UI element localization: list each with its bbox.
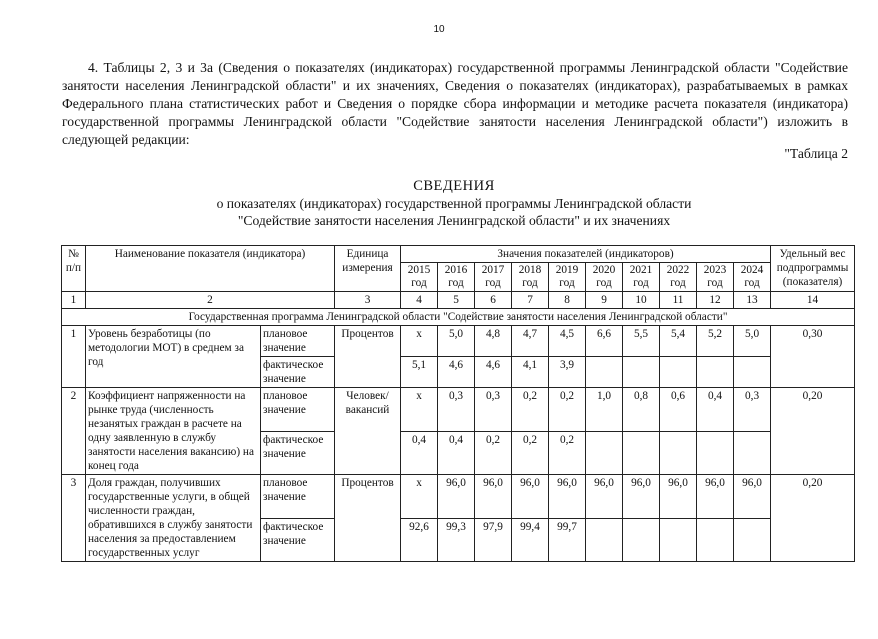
plan-value: 5,5 [623, 326, 660, 357]
fact-value: 0,4 [438, 431, 475, 475]
plan-value: 96,0 [697, 475, 734, 519]
year-cell: 2020 год [586, 263, 623, 292]
plan-value: 96,0 [438, 475, 475, 519]
year-cell: 2021 год [623, 263, 660, 292]
plan-value: 96,0 [623, 475, 660, 519]
column-number: 4 [401, 292, 438, 309]
plan-value: x [401, 388, 438, 432]
plan-value: 4,8 [475, 326, 512, 357]
fact-value [734, 518, 771, 562]
plan-value: 0,3 [734, 388, 771, 432]
fact-value: 3,9 [549, 357, 586, 388]
plan-value: 96,0 [586, 475, 623, 519]
column-number: 12 [697, 292, 734, 309]
fact-value: 0,4 [401, 431, 438, 475]
column-number: 7 [512, 292, 549, 309]
plan-label: плановое значение [261, 388, 335, 432]
document-heading [0, 178, 878, 229]
year-cell: 2019 год [549, 263, 586, 292]
fact-value: 4,6 [475, 357, 512, 388]
header-values: Значения показателей (индикаторов) [401, 246, 771, 263]
indicator-rows [62, 326, 855, 562]
fact-value: 99,4 [512, 518, 549, 562]
table-reference: "Таблица 2 [784, 146, 848, 161]
indicator-unit: Процентов [335, 326, 401, 388]
program-title: Государственная программа Ленинградской области "Содействие занятости населения Ленинградской области" [62, 309, 855, 326]
heading-title: СВЕДЕНИЯ [413, 178, 495, 194]
intro-paragraph: 4. Таблицы 2, 3 и 3а (Сведения о показателях (индикаторах) государственной программы Ленинградской области "Содействие занятости населения Ленинградской области" и их значениях, Сведения о показателях (индикаторах), разрабатываемых в рамках Федерального плана статистических работ и Сведения о порядке сбора информации и методике расчета показателя (индикатора) государственной программы Ленинградской области "Содействие занятости населения Ленинградской области") изложить в следующей редакции: [62, 60, 848, 147]
plan-value: 96,0 [475, 475, 512, 519]
indicator-unit: Человек/ вакансий [335, 388, 401, 475]
header-unit: Единица измерения [335, 246, 401, 292]
indicator-plan-row [62, 388, 855, 432]
indicator-number: 1 [62, 326, 86, 388]
plan-value: 96,0 [660, 475, 697, 519]
fact-value: 0,2 [475, 431, 512, 475]
plan-value: 1,0 [586, 388, 623, 432]
fact-value [734, 357, 771, 388]
plan-value: 6,6 [586, 326, 623, 357]
plan-value: 5,0 [734, 326, 771, 357]
plan-value: 96,0 [512, 475, 549, 519]
year-cell: 2022 год [660, 263, 697, 292]
plan-value: 5,2 [697, 326, 734, 357]
fact-value: 0,2 [549, 431, 586, 475]
column-number: 11 [660, 292, 697, 309]
fact-value [586, 357, 623, 388]
fact-value [623, 431, 660, 475]
fact-value [586, 518, 623, 562]
fact-value: 99,7 [549, 518, 586, 562]
plan-value: 4,7 [512, 326, 549, 357]
plan-value: 0,2 [512, 388, 549, 432]
header-weight: Удельный вес подпрограммы (показателя) [771, 246, 855, 292]
indicator-weight: 0,20 [771, 475, 855, 562]
fact-label: фактическое значение [261, 518, 335, 562]
program-row [62, 309, 855, 326]
year-cell: 2015 год [401, 263, 438, 292]
indicator-plan-row [62, 326, 855, 357]
column-number: 1 [62, 292, 86, 309]
column-number: 8 [549, 292, 586, 309]
fact-label: фактическое значение [261, 431, 335, 475]
fact-value: 0,2 [512, 431, 549, 475]
fact-value: 4,1 [512, 357, 549, 388]
fact-value [660, 357, 697, 388]
plan-label: плановое значение [261, 326, 335, 357]
fact-value [697, 357, 734, 388]
fact-value [660, 518, 697, 562]
plan-value: x [401, 475, 438, 519]
fact-value: 99,3 [438, 518, 475, 562]
fact-value [660, 431, 697, 475]
plan-value: x [401, 326, 438, 357]
column-number: 9 [586, 292, 623, 309]
plan-value: 0,2 [549, 388, 586, 432]
fact-value: 92,6 [401, 518, 438, 562]
plan-value: 0,8 [623, 388, 660, 432]
plan-value: 5,0 [438, 326, 475, 357]
indicator-weight: 0,20 [771, 388, 855, 475]
column-number-row [62, 292, 855, 309]
plan-value: 0,4 [697, 388, 734, 432]
plan-label: плановое значение [261, 475, 335, 519]
fact-value: 4,6 [438, 357, 475, 388]
column-number: 3 [335, 292, 401, 309]
indicator-name: Уровень безработицы (по методологии МОТ) в среднем за год [86, 326, 261, 388]
year-cell: 2017 год [475, 263, 512, 292]
column-number: 13 [734, 292, 771, 309]
year-cell: 2023 год [697, 263, 734, 292]
indicator-plan-row [62, 475, 855, 519]
plan-value: 4,5 [549, 326, 586, 357]
column-number: 10 [623, 292, 660, 309]
fact-value: 97,9 [475, 518, 512, 562]
indicator-name: Доля граждан, получивших государственные услуги, в общей численности граждан, обратившихся в службу занятости населения за предоставлением государственных услуг [86, 475, 261, 562]
indicator-unit: Процентов [335, 475, 401, 562]
fact-value [586, 431, 623, 475]
indicator-number: 3 [62, 475, 86, 562]
indicators-table [61, 245, 855, 562]
indicator-name: Коэффициент напряженности на рынке труда (численность незанятых граждан в расчете на одну заявленную в службу занятости населения вакансию) на конец года [86, 388, 261, 475]
header-no: № п/п [62, 246, 86, 292]
indicator-number: 2 [62, 388, 86, 475]
year-cell: 2016 год [438, 263, 475, 292]
column-number: 5 [438, 292, 475, 309]
plan-value: 96,0 [734, 475, 771, 519]
plan-value: 5,4 [660, 326, 697, 357]
heading-line-1: о показателях (индикаторах) государственной программы Ленинградской области [216, 196, 692, 211]
year-cell: 2024 год [734, 263, 771, 292]
heading-line-2: "Содействие занятости населения Ленинградской области" и их значениях [237, 213, 671, 228]
fact-value [623, 357, 660, 388]
indicator-weight: 0,30 [771, 326, 855, 388]
plan-value: 0,6 [660, 388, 697, 432]
header-name: Наименование показателя (индикатора) [86, 246, 335, 292]
plan-value: 96,0 [549, 475, 586, 519]
column-number: 2 [86, 292, 335, 309]
header-row [62, 246, 855, 263]
plan-value: 0,3 [438, 388, 475, 432]
fact-value [697, 518, 734, 562]
column-number: 6 [475, 292, 512, 309]
plan-value: 0,3 [475, 388, 512, 432]
page-number: 10 [433, 24, 445, 35]
fact-value [734, 431, 771, 475]
column-number: 14 [771, 292, 855, 309]
fact-label: фактическое значение [261, 357, 335, 388]
fact-value [623, 518, 660, 562]
fact-value [697, 431, 734, 475]
fact-value: 5,1 [401, 357, 438, 388]
year-cell: 2018 год [512, 263, 549, 292]
